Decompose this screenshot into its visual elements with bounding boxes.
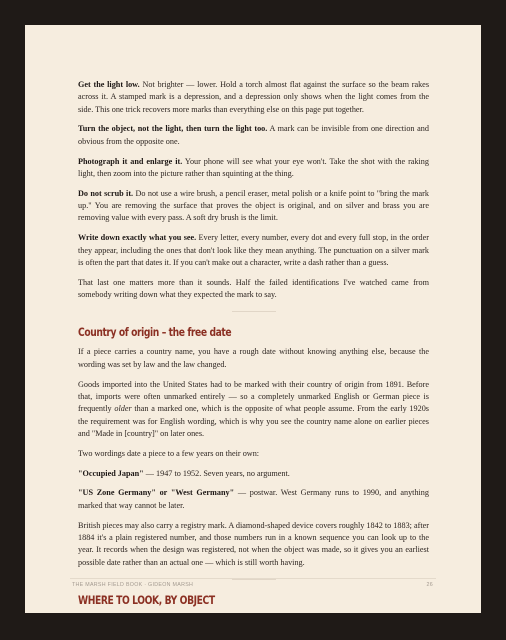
section-heading: Country of origin – the free date: [78, 326, 232, 340]
paragraph: Two wordings date a piece to a few years on their own:: [78, 448, 260, 458]
paragraph: [78, 79, 429, 116]
paragraph-lead: Photograph it and enlarge it.: [78, 156, 183, 166]
paragraph: [78, 156, 429, 181]
wording-date: — postwar. West Germany runs to 1990, and anything marked that way cannot be later.: [78, 488, 429, 510]
wording-label: "US Zone Germany" or "West Germany": [78, 488, 235, 498]
paragraph-text: A mark can be invisible from one direction and obvious from the opposite one.: [78, 124, 429, 146]
paragraph: [78, 232, 429, 269]
page-number: 26: [426, 582, 433, 588]
page-footer: [72, 582, 433, 588]
dated-wording-item: [78, 487, 429, 512]
paragraph: [78, 379, 429, 440]
paragraph: [78, 188, 429, 225]
book-page: [25, 25, 481, 613]
section-country-of-origin: [78, 326, 429, 568]
running-footer-title: THE MARSH FIELD BOOK · GIDEON MARSH: [72, 582, 194, 588]
paragraph-lead: Do not scrub it.: [78, 188, 134, 198]
paragraph-text: than a marked one, which is the opposite of what people assume. From the early 1920s the requirement was for English wording, which is why you see the country name alone on earlier pieces and "Made in [country]" on later ones.: [78, 404, 429, 438]
wording-date: — 1947 to 1952. Seven years, no argument.: [143, 468, 290, 478]
paragraph-text: Do not use a wire brush, a pencil eraser, metal polish or a knife point to "bring the mark up." You are removing the surface that proves the object is original, and on silver and brass you are removing value with every pass. A soft dry brush is the limit.: [78, 188, 429, 223]
paragraph-lead: Write down exactly what you see.: [78, 233, 197, 243]
dated-wording-item: [78, 468, 429, 480]
paragraph: British pieces may also carry a registry mark. A diamond-shaped device covers roughly 1842 to 1883; after 1884 it's a plain registered number, and those numbers run in a known sequence you can look up to the year. It records when the design was registered, not when the object was made, so it gives you an earliest possible date rather than an actual one — which is still worth having.: [78, 520, 429, 567]
section-reading-marks: [78, 79, 429, 301]
paragraph-text: Goods imported into the United States had to be marked with their country of origin from 1891. Before that, imports were often unmarked entirely — so a completely unmarked English or German piece is frequently: [78, 379, 429, 414]
paragraph-text: That last one matters more than it sounds. Half the failed identifications I've watched came from somebody writing down what they expected the mark to say.: [78, 277, 429, 300]
paragraph-text: Every letter, every number, every dot and every full stop, in the order they appear, including the ones that don't look like they mean anything. The punctuation on a silver mark is often the part that dates it. If you can't make out a character, write a dash rather than a guess.: [78, 233, 429, 267]
section-divider: [232, 311, 276, 312]
paragraph: [78, 277, 429, 302]
paragraph-lead: Turn the object, not the light, then turn the light too.: [78, 124, 268, 134]
page-content: [78, 79, 429, 613]
emphasis: older: [114, 404, 132, 414]
wording-label: "Occupied Japan": [78, 468, 144, 478]
paragraph-text: Not brighter — lower. Hold a torch almost flat against the surface so the beam rakes across it. A stamped mark is a depression, and a depression only shows when the light comes from the side. This one trick recovers more marks than everything else on this page put together.: [78, 80, 430, 114]
paragraph: If a piece carries a country name, you have a rough date without knowing anything else, because the wording was set by law and the law changed.: [78, 347, 429, 369]
paragraph-lead: Get the light low.: [78, 80, 140, 89]
footer-rule: [70, 578, 436, 579]
paragraph: [78, 123, 429, 148]
section-heading: WHERE TO LOOK, BY OBJECT: [78, 593, 215, 607]
paragraph-text: Your phone will see what your eye won't. Take the shot with the raking light, then zoom into the picture rather than squinting at the thing.: [78, 156, 429, 178]
